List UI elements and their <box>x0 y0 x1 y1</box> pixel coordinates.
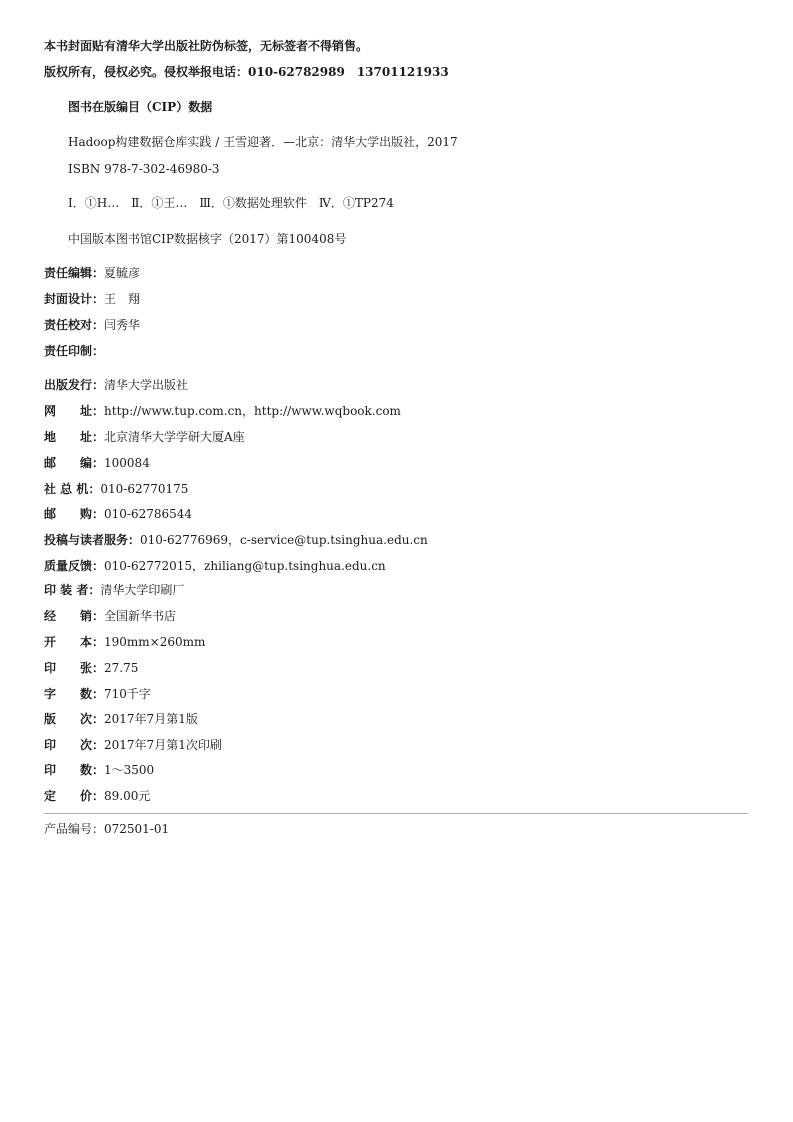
publisher-value: 010-62776969，c-service@tup.tsinghua.edu.cn <box>140 533 428 547</box>
publisher-label: 网 址： <box>44 404 105 418</box>
publisher-value: http://www.tup.com.cn，http://www.wqbook.com <box>104 404 401 418</box>
staff-value: 王 翔 <box>104 292 141 306</box>
publisher-row <box>44 429 245 445</box>
staff-label: 责任印制： <box>44 344 105 358</box>
publisher-value: 全国新华书店 <box>104 609 177 623</box>
divider <box>44 813 748 814</box>
staff-value: 闫秀华 <box>104 318 141 332</box>
publisher-row <box>44 660 138 676</box>
publisher-label: 印 次： <box>44 738 105 752</box>
publisher-value: 2017年7月第1次印刷 <box>104 738 222 752</box>
publisher-label: 印 数： <box>44 763 105 777</box>
staff-value: 夏毓彦 <box>104 266 141 280</box>
publisher-value: 710千字 <box>104 687 151 701</box>
publisher-value: 010-62772015，zhiliang@tup.tsinghua.edu.cn <box>104 559 386 573</box>
cip-core-data: 中国版本图书馆CIP数据核字（2017）第100408号 <box>68 232 347 246</box>
publisher-value: 清华大学出版社 <box>104 378 189 392</box>
anti-counterfeit-notice: 本书封面贴有清华大学出版社防伪标签，无标签者不得销售。 <box>44 39 369 53</box>
cip-classification: Ⅰ．①H… Ⅱ．①王… Ⅲ．①数据处理软件 Ⅳ．①TP274 <box>68 196 394 210</box>
staff-label: 责任校对： <box>44 318 105 332</box>
cip-isbn: ISBN 978-7-302-46980-3 <box>68 162 220 176</box>
publisher-label: 开 本： <box>44 635 105 649</box>
staff-row <box>44 317 140 333</box>
publisher-label: 印 装 者： <box>44 583 101 597</box>
publisher-label: 投稿与读者服务： <box>44 533 141 547</box>
publisher-value: 2017年7月第1版 <box>104 712 198 726</box>
publisher-row <box>44 634 205 650</box>
publisher-row <box>44 788 150 804</box>
publisher-value: 1～3500 <box>104 763 155 777</box>
publisher-row <box>44 532 428 548</box>
publisher-row <box>44 582 184 598</box>
staff-row <box>44 343 104 359</box>
publisher-value: 010-62786544 <box>104 507 193 521</box>
publisher-row <box>44 481 188 497</box>
publisher-label: 社 总 机： <box>44 482 101 496</box>
publisher-value: 27.75 <box>104 661 139 675</box>
publisher-row <box>44 686 151 702</box>
publisher-label: 经 销： <box>44 609 105 623</box>
staff-label: 封面设计： <box>44 292 105 306</box>
staff-label: 责任编辑： <box>44 266 105 280</box>
cip-title-line: Hadoop构建数据仓库实践 / 王雪迎著．—北京：清华大学出版社，2017 <box>68 135 458 149</box>
publisher-label: 邮 购： <box>44 507 105 521</box>
publisher-label: 出版发行： <box>44 378 105 392</box>
publisher-label: 邮 编： <box>44 456 105 470</box>
publisher-value: 010-62770175 <box>100 482 189 496</box>
publisher-row <box>44 403 401 419</box>
product-code: 产品编号：072501-01 <box>44 822 170 836</box>
staff-row <box>44 291 140 307</box>
publisher-row <box>44 737 222 753</box>
publisher-value: 100084 <box>104 456 150 470</box>
publisher-label: 字 数： <box>44 687 105 701</box>
publisher-row <box>44 558 386 574</box>
publisher-row <box>44 455 150 471</box>
publisher-value: 89.00元 <box>104 789 151 803</box>
publisher-label: 质量反馈： <box>44 559 105 573</box>
publisher-row <box>44 762 154 778</box>
cip-heading: 图书在版编目（CIP）数据 <box>68 100 213 114</box>
publisher-value: 190mm×260mm <box>104 635 206 649</box>
publisher-value: 清华大学印刷厂 <box>100 583 185 597</box>
publisher-row <box>44 377 188 393</box>
publisher-label: 版 次： <box>44 712 105 726</box>
publisher-value: 北京清华大学学研大厦A座 <box>104 430 245 444</box>
publisher-label: 地 址： <box>44 430 105 444</box>
copyright-notice: 版权所有，侵权必究。侵权举报电话：010-62782989 13701121933 <box>44 65 449 79</box>
publisher-label: 印 张： <box>44 661 105 675</box>
publisher-label: 定 价： <box>44 789 105 803</box>
publisher-row <box>44 506 192 522</box>
publisher-row <box>44 711 198 727</box>
staff-row <box>44 265 140 281</box>
publisher-row <box>44 608 176 624</box>
